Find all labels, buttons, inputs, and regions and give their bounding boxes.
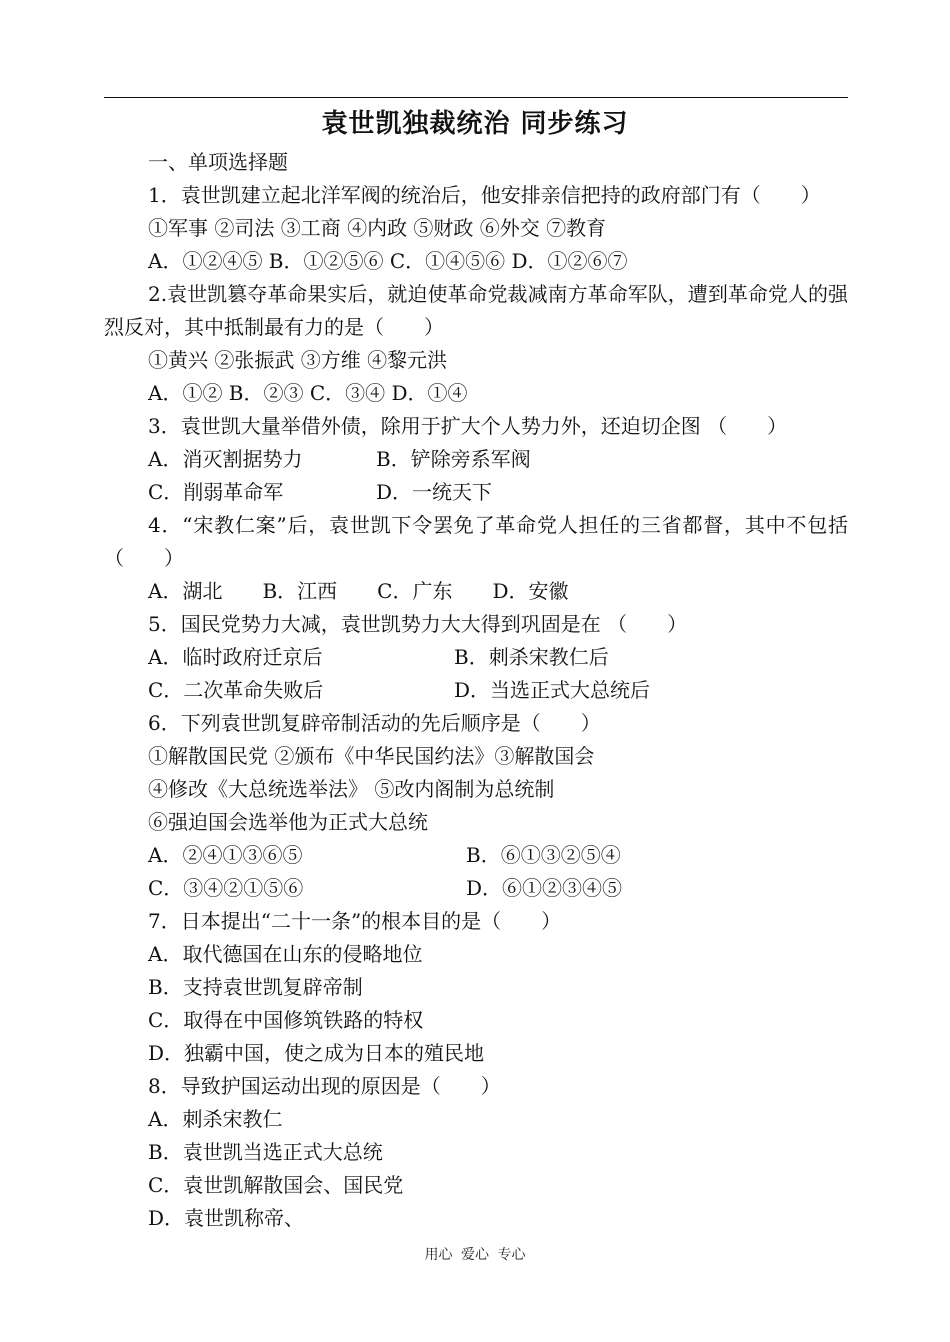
question-8-option-b: B．袁世凯当选正式大总统 bbox=[148, 1140, 383, 1164]
question-3-option-b: B．铲除旁系军阀 bbox=[376, 447, 531, 471]
question-7-stem: 7．日本提出“二十一条”的根本目的是（ ） bbox=[148, 909, 562, 933]
question-5-option-d: D．当选正式大总统后 bbox=[454, 678, 651, 702]
question-3-options-row-1 bbox=[104, 443, 848, 476]
question-7-option-d: D．独霸中国，使之成为日本的殖民地 bbox=[148, 1041, 485, 1065]
question-6-item-line-1: ①解散国民党 ②颁布《中华民国约法》③解散国会 bbox=[148, 744, 595, 768]
question-3-option-a: A．消灭割据势力 bbox=[148, 447, 303, 471]
question-8-option-d: D．袁世凯称帝、 bbox=[148, 1206, 305, 1230]
question-6-option-b: B．⑥①③②⑤④ bbox=[466, 843, 621, 867]
question-6-item-line-3: ⑥强迫国会选举他为正式大总统 bbox=[148, 810, 428, 834]
question-7-option-b: B．支持袁世凯复辟帝制 bbox=[148, 975, 363, 999]
question-8-option-c: C．袁世凯解散国会、国民党 bbox=[148, 1173, 404, 1197]
question-6-option-a: A．②④①③⑥⑤ bbox=[148, 843, 303, 867]
section-heading: 一、单项选择题 bbox=[148, 150, 288, 174]
question-6-item-line-2: ④修改《大总统选举法》 ⑤改内阁制为总统制 bbox=[148, 777, 555, 801]
question-6-stem: 6．下列袁世凯复辟帝制活动的先后顺序是（ ） bbox=[148, 711, 601, 735]
question-7-option-c: C．取得在中国修筑铁路的特权 bbox=[148, 1008, 424, 1032]
question-2-stem: 2.袁世凯篡夺革命果实后，就迫使革命党裁减南方革命军队，遭到革命党人的强烈反对，其中抵制最有力的是（ ） bbox=[104, 282, 848, 339]
page-footer: 用心 爱心 专心 bbox=[424, 1247, 526, 1263]
header-rule bbox=[104, 97, 848, 98]
question-8-stem: 8．导致护国运动出现的原因是（ ） bbox=[148, 1074, 501, 1098]
question-1-stem: 1．袁世凯建立起北洋军阀的统治后，他安排亲信把持的政府部门有（ ） bbox=[148, 183, 821, 207]
question-5-option-b: B．刺杀宋教仁后 bbox=[454, 645, 609, 669]
question-5-option-a: A．临时政府迁京后 bbox=[148, 645, 323, 669]
question-5-option-c: C．二次革命失败后 bbox=[148, 678, 324, 702]
question-1-options: A．①②④⑤ B．①②⑤⑥ C．①④⑤⑥ D．①②⑥⑦ bbox=[148, 249, 628, 273]
question-5-stem: 5．国民党势力大减，袁世凯势力大大得到巩固是在 （ ） bbox=[148, 612, 688, 636]
question-6-option-d: D．⑥①②③④⑤ bbox=[466, 876, 623, 900]
question-1-items: ①军事 ②司法 ③工商 ④内政 ⑤财政 ⑥外交 ⑦教育 bbox=[148, 216, 607, 240]
question-5-options-row-1 bbox=[104, 641, 848, 674]
question-3-stem: 3．袁世凯大量举借外债，除用于扩大个人势力外，还迫切企图 （ ） bbox=[148, 414, 788, 438]
question-7-option-a: A．取代德国在山东的侵略地位 bbox=[148, 942, 423, 966]
document-body bbox=[104, 146, 848, 1235]
question-8-option-a: A．刺杀宋教仁 bbox=[148, 1107, 283, 1131]
question-5-options-row-2 bbox=[104, 674, 848, 707]
question-2-options: A．①② B．②③ C．③④ D．①④ bbox=[148, 381, 468, 405]
question-6-options-row-1 bbox=[104, 839, 848, 872]
question-4-stem: 4．“宋教仁案”后，袁世凯下令罢免了革命党人担任的三省都督，其中不包括（ ） bbox=[104, 513, 848, 570]
question-6-options-row-2 bbox=[104, 872, 848, 905]
question-3-option-c: C．削弱革命军 bbox=[148, 480, 284, 504]
question-3-options-row-2 bbox=[104, 476, 848, 509]
question-3-option-d: D．一统天下 bbox=[376, 480, 493, 504]
question-2-items: ①黄兴 ②张振武 ③方维 ④黎元洪 bbox=[148, 348, 448, 372]
question-6-option-c: C．③④②①⑤⑥ bbox=[148, 876, 304, 900]
question-4-options: A．湖北 B．江西 C．广东 D．安徽 bbox=[148, 579, 569, 603]
page-title: 袁世凯独裁统治 同步练习 bbox=[321, 109, 629, 139]
